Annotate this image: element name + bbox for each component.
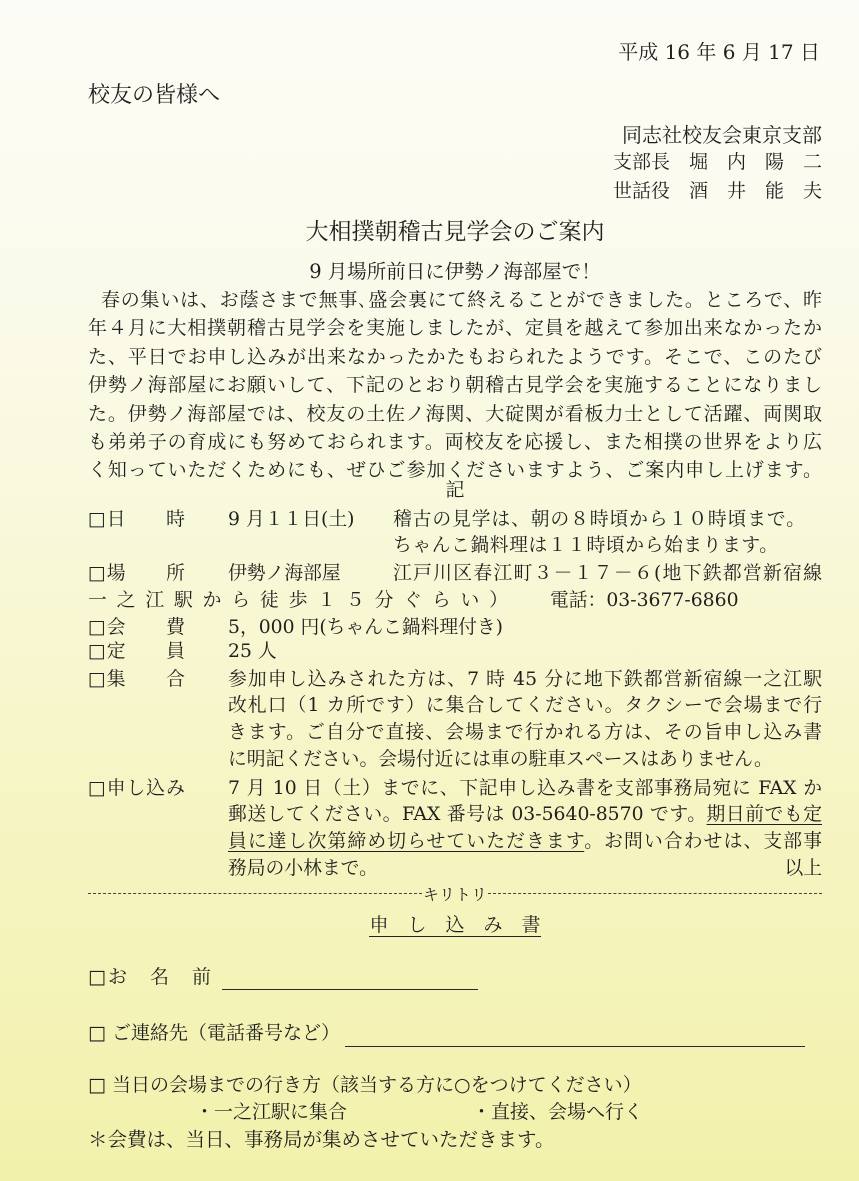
chanko-meal-time: ちゃんこ鍋料理は１１時頃から始まります。 xyxy=(393,535,778,556)
detail-label-fee: □会 費 xyxy=(88,617,186,638)
meeting-line: 改札口（1 カ所です）に集合してください。タクシーで会場まで行 xyxy=(228,695,822,716)
cut-line-label: キリトリ xyxy=(423,884,488,904)
ki-heading: 記 xyxy=(445,479,465,501)
meeting-line: に明記ください。会場付近には車の駐車スペースはありません。 xyxy=(228,749,773,770)
fee-value: 5，000 円(ちゃんこ鍋料理付き) xyxy=(228,617,504,638)
deadline-notice-underlined: 期日前でも定 xyxy=(706,804,822,825)
detail-label-datetime: □日 時 xyxy=(88,509,186,530)
body-line: 伊勢ノ海部屋にお願いして、下記のとおり朝稽古見学会を実施することになりまし xyxy=(88,374,822,396)
practice-viewing-time: 稽古の見学は、朝の８時頃から１０時頃まで。 xyxy=(393,509,805,530)
contact-field-blank xyxy=(345,1046,805,1047)
venue-name: 伊勢ノ海部屋 xyxy=(228,563,341,584)
inquiry-text: 。お問い合わせは、支部事 xyxy=(584,831,822,852)
name-field-blank xyxy=(222,989,478,990)
body-line: た。伊勢ノ海部屋では、校友の土佐ノ海関、大碇関が看板力士として活躍、両関取 xyxy=(88,403,822,425)
route-option-station: ・一之江駅に集合 xyxy=(195,1101,348,1123)
body-line: 年４月に大相撲朝稽古見学会を実施しましたが、定員を越えて参加出来なかったか xyxy=(88,317,822,339)
route-option-direct: ・直接、会場へ行く xyxy=(472,1101,644,1123)
page-title: 大相撲朝稽古見学会のご案内 xyxy=(305,219,605,245)
meeting-line: きます。ご自分で直接、会場まで行かれる方は、その旨申し込み書 xyxy=(228,722,822,743)
body-line: た、平日でお申し込みが出来なかったかたもおられたようです。そこで、このたび xyxy=(88,346,822,368)
detail-label-application: □申し込み xyxy=(88,778,186,799)
application-form-title: 申 し 込 み 書 xyxy=(369,914,541,936)
application-form-title-row xyxy=(88,913,822,937)
event-date: 9 月１１日(土) xyxy=(228,509,355,530)
salutation: 校友の皆様へ xyxy=(88,83,221,108)
fax-number-text: 郵送してください。FAX 番号は 03-5640-8570 です。 xyxy=(228,804,707,825)
deadline-notice-underlined: 員に達し次第締め切らせていただきます xyxy=(228,831,585,852)
cut-line-right-dashes xyxy=(488,893,822,894)
fee-collection-note: ＊会費は、当日、事務局が集めさせていただきます。 xyxy=(88,1128,555,1151)
venue-access: 一之江駅から徒歩１５分ぐらい） xyxy=(88,590,508,611)
application-line xyxy=(228,830,822,854)
application-line: 7 月 10 日（土）までに、下記申し込み書を支部事務局宛に FAX か xyxy=(228,778,822,799)
letter-date: 平成 16 年 6 月 17 日 xyxy=(618,40,820,64)
route-question-label: □ 当日の会場までの行き方（該当する方に○をつけてください） xyxy=(88,1074,642,1096)
contact-field-label: □ ご連絡先（電話番号など） xyxy=(88,1022,340,1044)
application-line xyxy=(228,803,822,827)
body-line: 春の集いは、お蔭さまで無事､盛会裏にて終えることができました。ところで、昨 xyxy=(101,289,822,311)
application-line: 務局の小林まで。 xyxy=(228,858,378,879)
venue-address: 江戸川区春江町３－１７－６(地下鉄都営新宿線 xyxy=(393,563,822,584)
name-field-label: □お 名 前 xyxy=(88,966,213,988)
sender-organizer: 世話役 酒 井 能 夫 xyxy=(612,180,822,202)
sender-organization: 同志社校友会東京支部 xyxy=(622,123,822,147)
body-line: も弟弟子の育成にも努めておられます。両校友を応援し、また相撲の世界をより広 xyxy=(88,431,822,453)
detail-label-meeting: □集 合 xyxy=(88,669,186,690)
meeting-line: 参加申し込みされた方は、7 時 45 分に地下鉄都営新宿線一之江駅 xyxy=(228,669,822,690)
closing-ijo: 以上 xyxy=(784,858,822,879)
page-subtitle: 9 月場所前日に伊勢ノ海部屋で！ xyxy=(309,260,601,283)
body-line: く知っていただくためにも、ぜひご参加くださいますよう、ご案内申し上げます。 xyxy=(88,459,822,481)
detail-label-place: □場 所 xyxy=(88,563,186,584)
venue-phone: 電話：03-3677-6860 xyxy=(550,590,739,611)
cut-line xyxy=(88,881,822,905)
cut-line-left-dashes xyxy=(88,893,422,894)
capacity-value: 25 人 xyxy=(228,641,277,662)
sender-branch-head: 支部長 堀 内 陽 二 xyxy=(612,151,822,173)
detail-label-capacity: □定 員 xyxy=(88,641,186,662)
